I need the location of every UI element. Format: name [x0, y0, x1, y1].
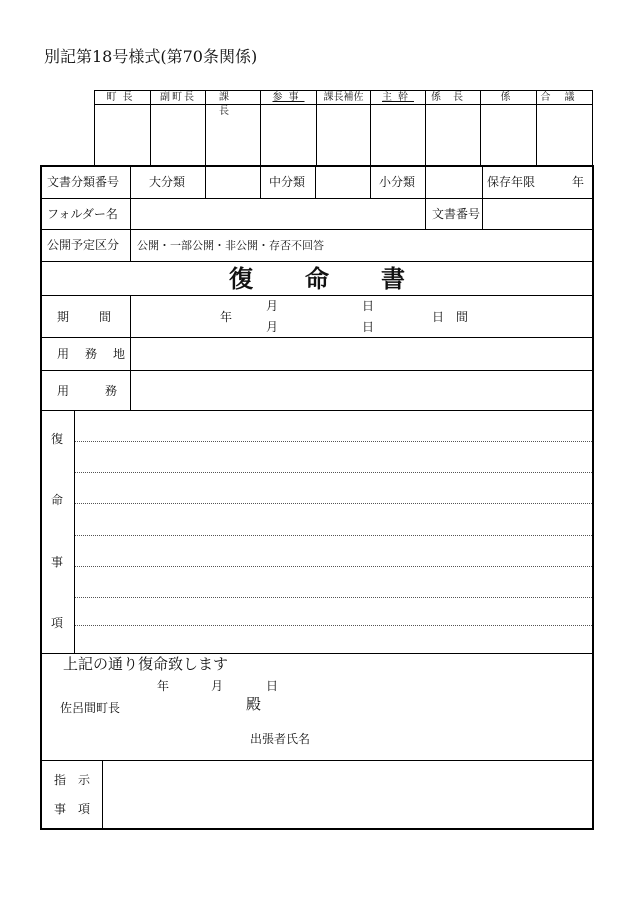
business-location-field[interactable] — [131, 338, 592, 369]
disclosure-category-label: 公開予定区分 — [47, 238, 120, 252]
honorific: 殿 — [246, 695, 262, 713]
approval-col-senior-staff: 主幹 — [382, 92, 414, 103]
report-items-label-3: 事 — [51, 555, 64, 569]
document-number-field[interactable] — [483, 199, 592, 228]
period-label: 期 間 — [57, 310, 114, 324]
report-items-label-1: 復 — [51, 432, 64, 446]
report-items-label-2: 命 — [51, 493, 64, 507]
approval-col-group-chief: 係長 — [431, 92, 475, 103]
form-title: 別記第18号様式(第70条関係) — [44, 47, 258, 66]
instructions-label-line1: 指 示 — [54, 773, 91, 787]
period-days-label: 日 間 — [432, 310, 469, 324]
period-start-month: 月 — [266, 299, 279, 313]
statement-date-month: 月 — [211, 679, 224, 693]
addressee: 佐呂間町長 — [60, 701, 121, 715]
approval-col-counselor: 参事 — [272, 92, 305, 103]
approval-col-deputy-mayor: 副町長 — [160, 92, 196, 103]
approval-col-mayor: 町長 — [106, 92, 139, 103]
folder-name-field[interactable] — [131, 199, 424, 228]
large-class-value[interactable] — [206, 167, 259, 197]
period-start-day: 日 — [362, 299, 375, 313]
folder-name-label: フォルダー名 — [47, 207, 118, 221]
small-class-label: 小分類 — [379, 175, 416, 189]
doc-class-number-label: 文書分類番号 — [47, 175, 120, 189]
document-number-label: 文書番号 — [432, 207, 481, 221]
business-label: 用 務 — [57, 384, 118, 398]
period-end-day: 日 — [362, 320, 375, 334]
statement-date-day: 日 — [266, 679, 279, 693]
small-class-value[interactable] — [426, 167, 481, 197]
medium-class-value[interactable] — [316, 167, 369, 197]
statement-date-year: 年 — [157, 679, 170, 693]
business-location-label: 用 務 地 — [57, 347, 128, 361]
large-class-label: 大分類 — [149, 175, 186, 189]
report-items-label-4: 項 — [51, 616, 64, 630]
instructions-label-line2: 事 項 — [54, 802, 91, 816]
instructions-field[interactable] — [103, 762, 592, 828]
document-title: 復 命 書 — [229, 264, 419, 293]
retention-period-unit: 年 — [572, 175, 585, 189]
period-year: 年 — [220, 310, 233, 324]
approval-col-staff: 係 — [500, 92, 517, 103]
approval-col-section-chief: 課長 — [219, 92, 247, 117]
traveler-name-label: 出張者氏名 — [250, 732, 311, 746]
report-statement: 上記の通り復命致します — [63, 655, 229, 673]
business-field[interactable] — [131, 371, 592, 409]
medium-class-label: 中分類 — [269, 175, 306, 189]
approval-col-consultation: 合議 — [540, 92, 589, 103]
retention-period-label: 保存年限 — [487, 175, 536, 189]
traveler-name-field[interactable] — [330, 725, 580, 751]
approval-col-assistant-chief: 課長補佐 — [323, 92, 364, 103]
disclosure-options[interactable]: 公開・一部公開・非公開・存否不回答 — [137, 239, 324, 252]
period-end-month: 月 — [266, 320, 279, 334]
